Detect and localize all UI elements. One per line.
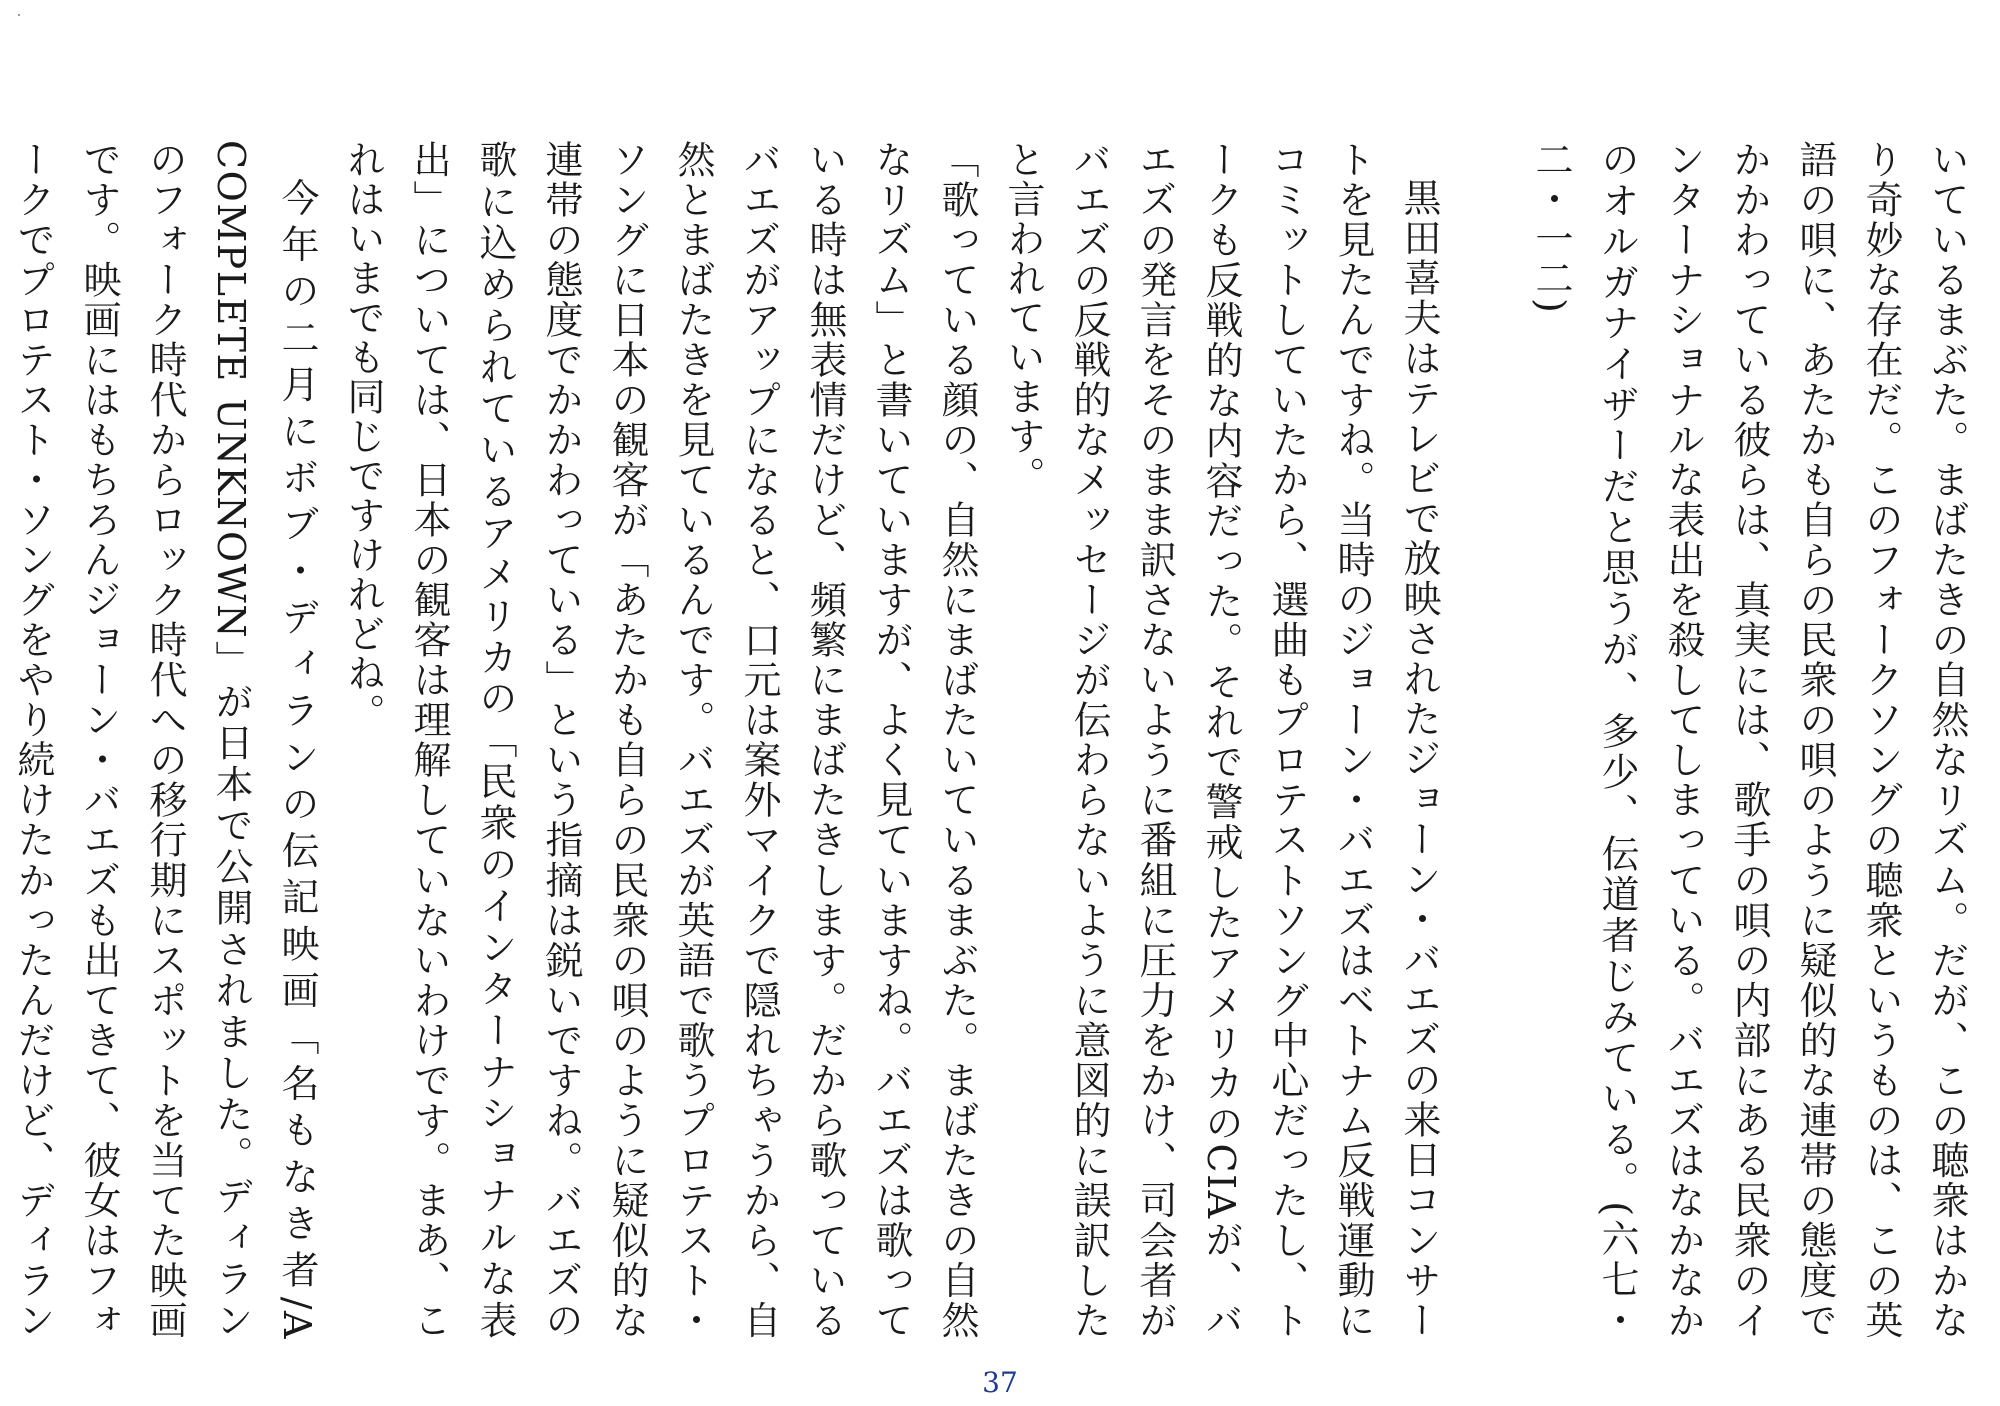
paragraph-3: 「歌っている顔の、自然にまばたいているまぶた。まばたきの自然なリズム」と書いていますが、よく見ていますね。バエズは歌っている時は無表情だけど、頻繁にまばたきします。だから歌っているバエズがアップになると、口元は案外マイクで隠れちゃうから、自然とまばたきを見ているんです。バエズが英語で歌うプロテスト・ソングに日本の観客が「あたかも自らの民衆の唄のように疑似的な連帯の態度でかかわっている」という指摘は鋭いですね。バエズの歌に込められているアメリカの「民衆のインターナショナルな表出」については、日本の観客は理解していないわけです。まあ、これはいまでも同じですけれどね。 xyxy=(341,140,979,1341)
paragraph-1: いているまぶた。まばたきの自然なリズム。だが、この聴衆はかなり奇妙な存在だ。このフォークソングの聴衆というものは、この英語の唄に、あたかも自らの民衆の唄のように疑似的な連帯の態度でかかわっている彼らは、真実には、歌手の唄の内部にある民衆のインターナショナルな表出を殺してしまっている。バエズはなかなかのオルガナイザーだと思うが、多少、伝道者じみている。(六七・二・一二) xyxy=(1529,140,1969,1340)
page-number: 37 xyxy=(982,1366,1018,1399)
paragraph-4: 今年の二月にボブ・ディランの伝記映画「名もなき者/A COMPLETE UNKNOWN」が日本で公開されました。ディランのフォーク時代からロック時代への移行期にスポットを当てた映画です。映画にはもちろんジョーン・バエズも出てきて、彼女はフォークでプロテスト・ソングをやり続けたかったんだけど、ディラン xyxy=(11,140,319,1340)
scan-speck xyxy=(18,14,20,16)
paragraph-2: 黒田喜夫はテレビで放映されたジョーン・バエズの来日コンサートを見たんですね。当時のジョーン・バエズはベトナム反戦運動にコミットしていたから、選曲もプロテストソング中心だったし、トークも反戦的な内容だった。それで警戒したアメリカのCIAが、バエズの発言をそのまま訳さないように番組に圧力をかけ、司会者がバエズの反戦的なメッセージが伝わらないように意図的に誤訳したと言われています。 xyxy=(1001,140,1441,1341)
vertical-text-body xyxy=(10,140,1980,1340)
